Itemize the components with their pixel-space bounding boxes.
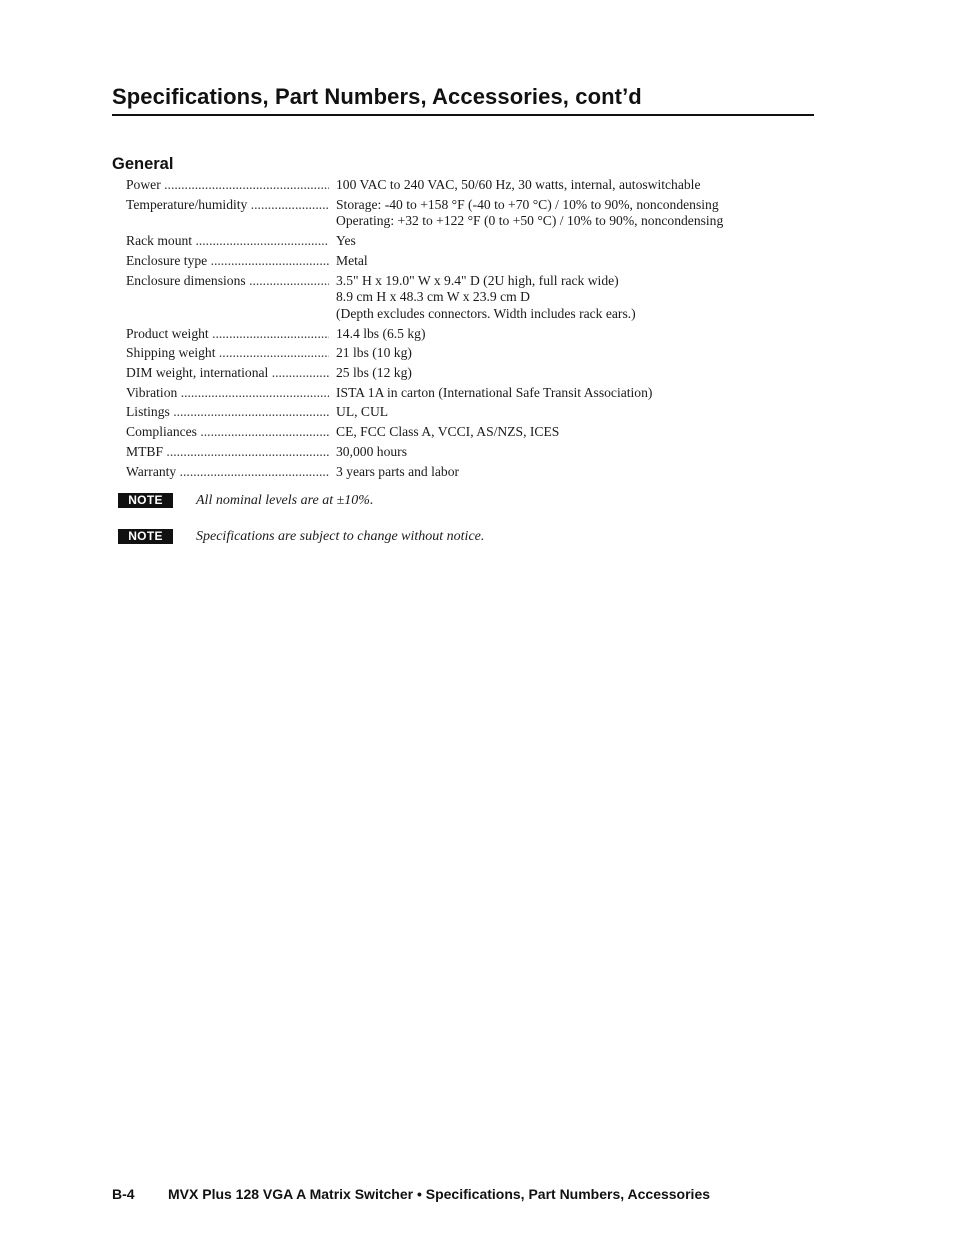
spec-row-power bbox=[126, 177, 826, 194]
spec-row-warranty bbox=[126, 464, 826, 481]
note-text: Specifications are subject to change without notice. bbox=[196, 529, 485, 544]
spec-label: Compliances ..... bbox=[126, 424, 329, 441]
spec-value: ISTA 1A in carton (International Safe Transit Association) bbox=[336, 384, 653, 400]
page-footer bbox=[112, 1185, 710, 1203]
spec-label: Product weight ..... bbox=[126, 326, 329, 343]
spec-value: UL, CUL bbox=[336, 404, 389, 420]
spec-row-enclosure-type bbox=[126, 253, 826, 270]
page-number: B-4 bbox=[112, 1186, 135, 1202]
spec-label: Temperature/humidity ..... bbox=[126, 197, 329, 214]
spec-label: Vibration ..... bbox=[126, 385, 329, 402]
note-text: All nominal levels are at ±10%. bbox=[196, 493, 374, 508]
title-rule bbox=[112, 114, 814, 116]
spec-row-compliances bbox=[126, 424, 826, 441]
spec-value: Yes bbox=[336, 233, 356, 249]
spec-value: CE, FCC Class A, VCCI, AS/NZS, ICES bbox=[336, 424, 560, 440]
spec-row-shipping-weight bbox=[126, 345, 826, 362]
spec-value: 21 lbs (10 kg) bbox=[336, 345, 412, 361]
spec-label: Listings ..... bbox=[126, 404, 329, 421]
spec-label: Enclosure dimensions ..... bbox=[126, 273, 329, 290]
spec-label: Power ..... bbox=[126, 177, 329, 194]
spec-row-listings bbox=[126, 404, 826, 421]
spec-row-temperature-humidity bbox=[126, 197, 826, 230]
spec-row-rack-mount bbox=[126, 233, 826, 250]
spec-list bbox=[126, 177, 826, 483]
spec-label: MTBF ..... bbox=[126, 444, 329, 461]
spec-label: DIM weight, international ..... bbox=[126, 365, 329, 382]
spec-row-mtbf bbox=[126, 444, 826, 461]
spec-value: Storage: -40 to +158 °F (-40 to +70 °C) / 10% to 90%, noncondensing Operating: +32 to +122 °F (0 to +50 °C) / 10% to 90%, noncondensing bbox=[336, 196, 724, 229]
spec-value: Metal bbox=[336, 252, 368, 268]
spec-value: 14.4 lbs (6.5 kg) bbox=[336, 325, 426, 341]
spec-value: 3.5" H x 19.0" W x 9.4" D (2U high, full rack wide) 8.9 cm H x 48.3 cm W x 23.9 cm D (Depth excludes connectors. Width includes rack ears.) bbox=[336, 272, 636, 321]
footer-text: MVX Plus 128 VGA A Matrix Switcher • Specifications, Part Numbers, Accessories bbox=[168, 1186, 711, 1202]
spec-label: Enclosure type ..... bbox=[126, 253, 329, 270]
note-badge: NOTE bbox=[118, 529, 173, 544]
note-badge: NOTE bbox=[118, 493, 173, 508]
spec-row-vibration bbox=[126, 385, 826, 402]
spec-row-enclosure-dimensions bbox=[126, 273, 826, 323]
spec-label: Rack mount ..... bbox=[126, 233, 329, 250]
spec-value: 25 lbs (12 kg) bbox=[336, 365, 412, 381]
spec-label: Warranty ..... bbox=[126, 464, 329, 481]
page-title: Specifications, Part Numbers, Accessories, cont’d bbox=[112, 84, 642, 109]
spec-value: 3 years parts and labor bbox=[336, 463, 460, 479]
spec-value: 30,000 hours bbox=[336, 443, 407, 459]
section-heading-general: General bbox=[112, 155, 174, 173]
spec-label: Shipping weight ..... bbox=[126, 345, 329, 362]
spec-row-dim-weight bbox=[126, 365, 826, 382]
spec-value: 100 VAC to 240 VAC, 50/60 Hz, 30 watts, internal, autoswitchable bbox=[336, 177, 701, 192]
spec-row-product-weight bbox=[126, 326, 826, 343]
